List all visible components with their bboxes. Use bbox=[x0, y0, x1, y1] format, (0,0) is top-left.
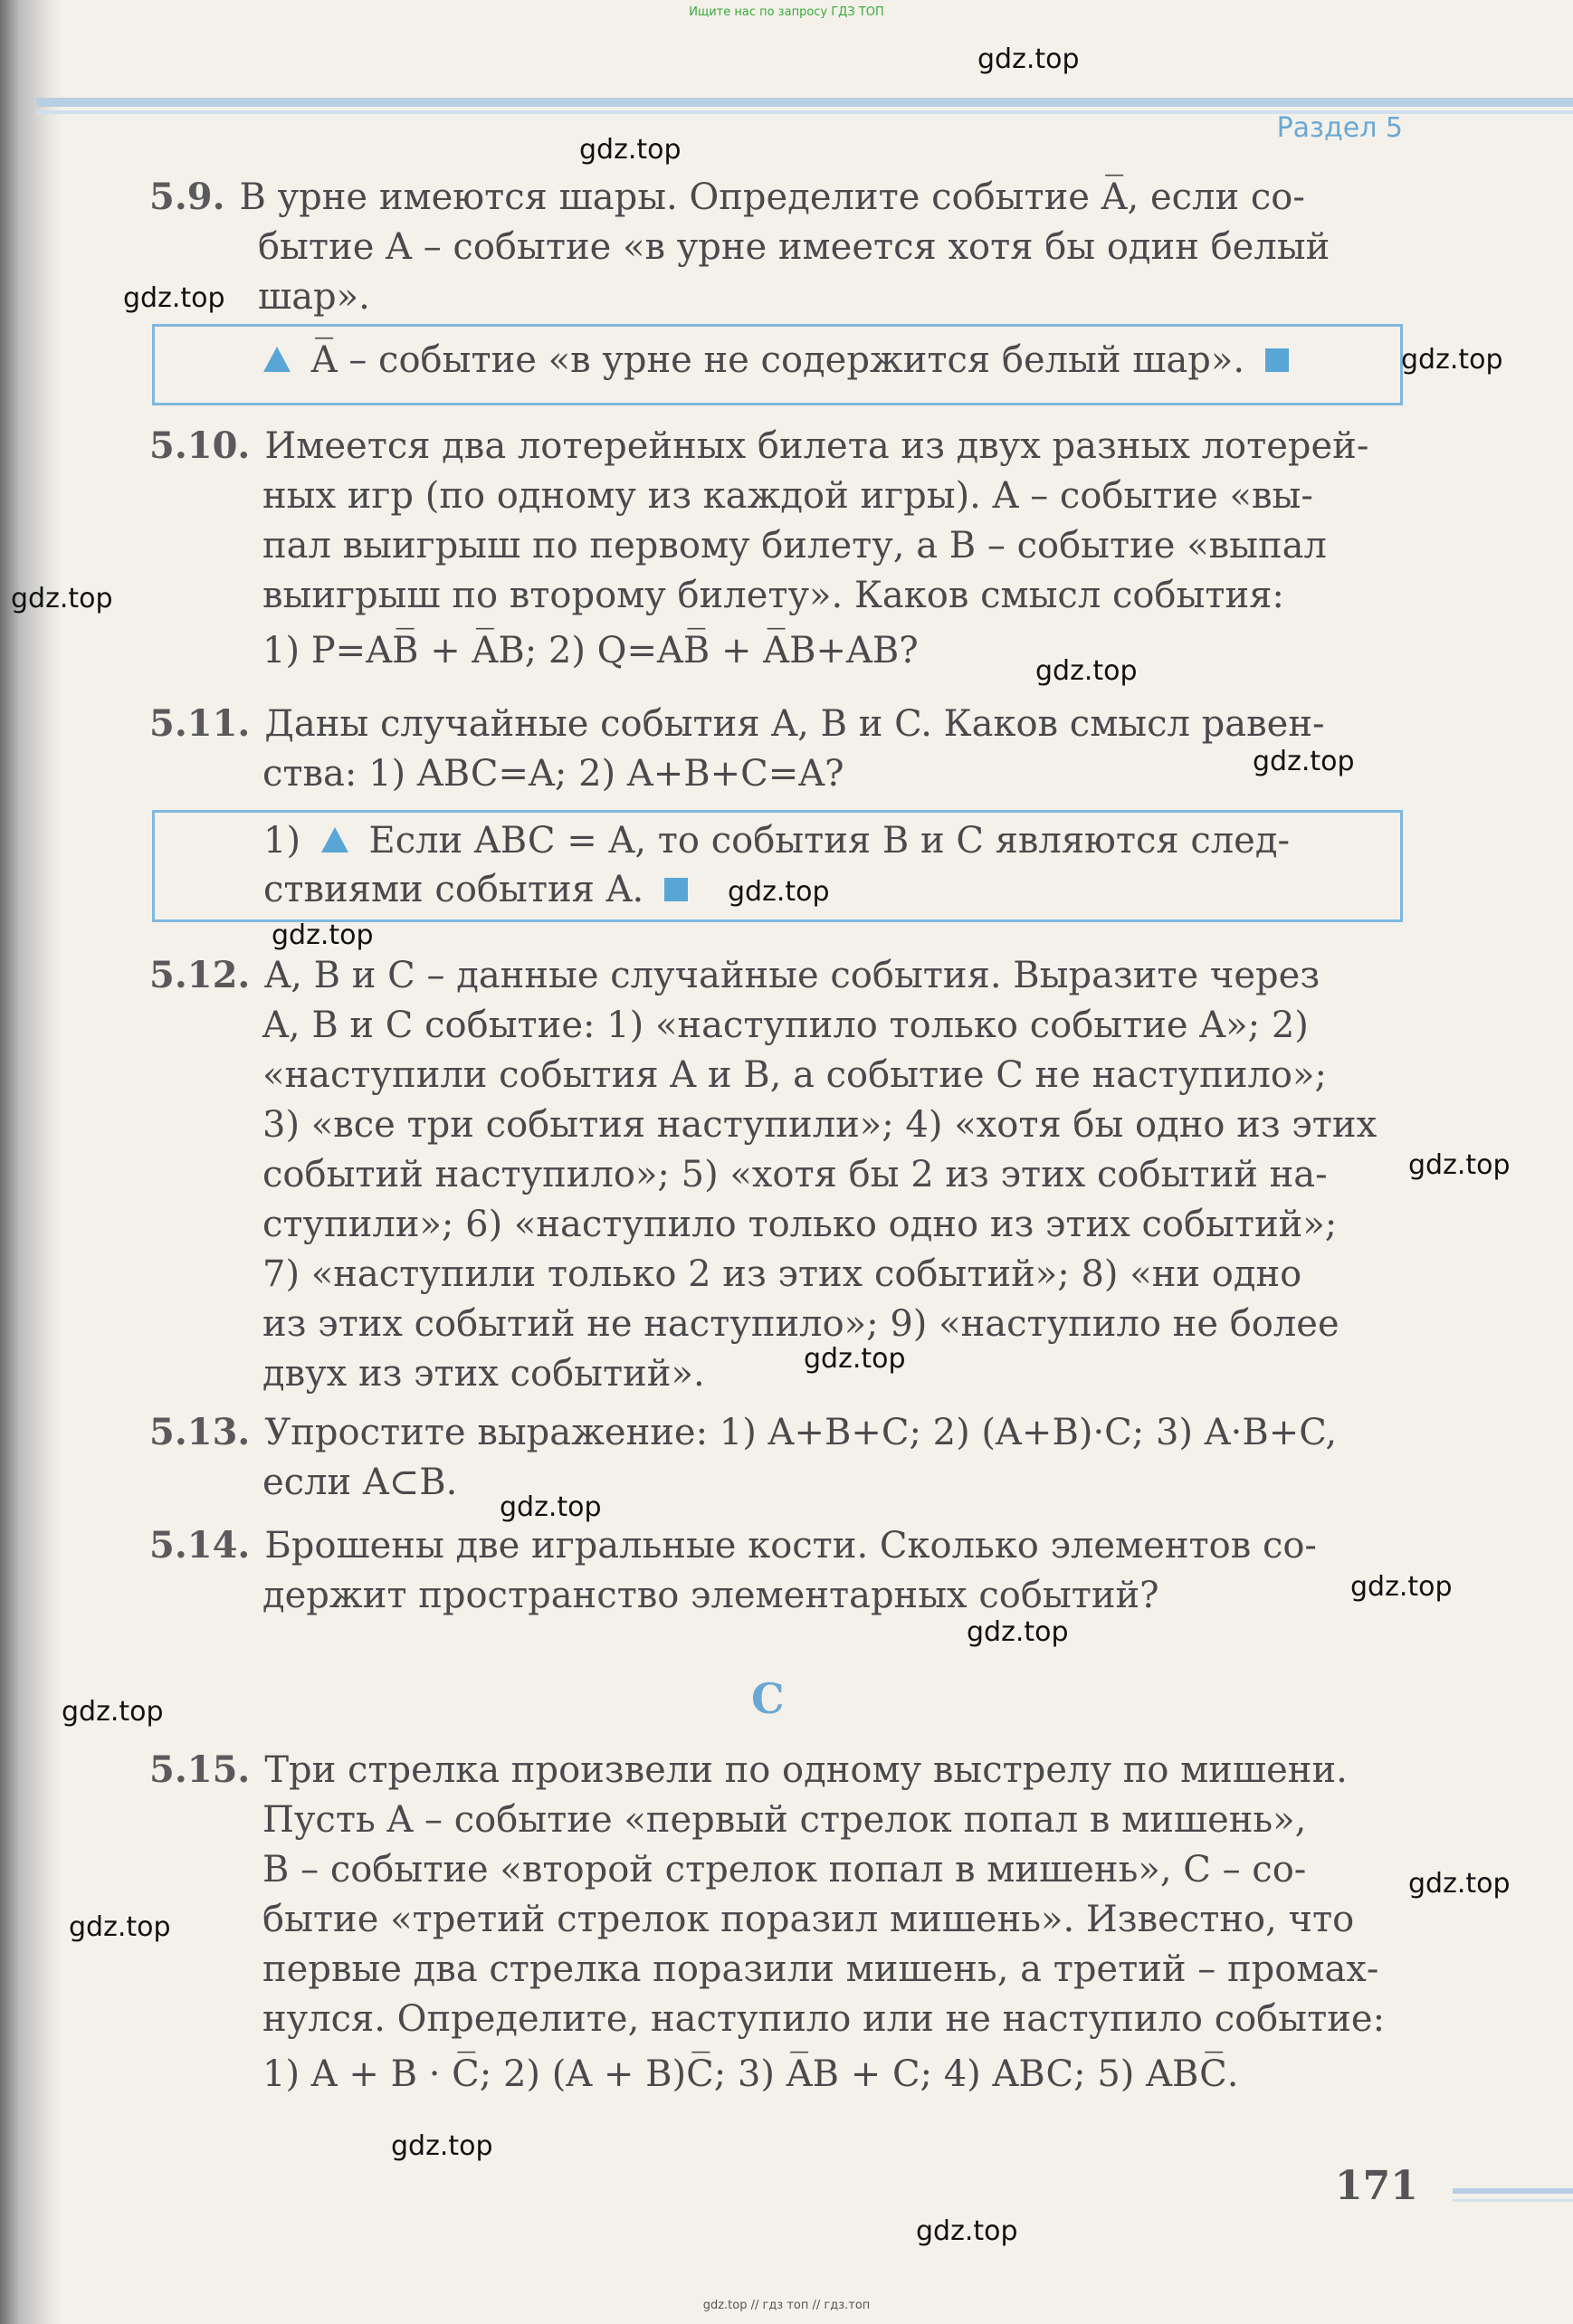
problem-line: ступили»; 6) «наступило только одно из этих событий»; bbox=[262, 1204, 1338, 1245]
problem-line: событий наступило»; 5) «хотя бы 2 из этих событий на- bbox=[262, 1154, 1328, 1195]
problem-line: Даны случайные события A, B и C. Каков смысл равен- bbox=[264, 703, 1325, 745]
problem-line: A, B и C событие: 1) «наступило только событие A»; 2) bbox=[262, 1005, 1309, 1046]
problem-line: выигрыш по второму билету». Каков смысл события: bbox=[262, 575, 1284, 616]
problem-5-12 bbox=[149, 950, 1412, 1399]
answer-line bbox=[263, 865, 697, 915]
problem-5-15 bbox=[149, 1745, 1412, 2100]
watermark: gdz.top bbox=[123, 282, 225, 314]
watermark: gdz.top bbox=[1350, 1571, 1453, 1603]
footer-rule-thin bbox=[1453, 2199, 1573, 2202]
problem-line: A, B и C – данные случайные события. Выразите через bbox=[264, 955, 1320, 996]
answer-text: ствиями события A. bbox=[263, 869, 644, 910]
problem-number: 5.9. bbox=[149, 176, 225, 218]
problem-line: шар». bbox=[258, 276, 370, 318]
bottom-note: gdz.top // гдз топ // гдз.топ bbox=[702, 2299, 871, 2312]
problem-line: ства: 1) ABC=A; 2) A+B+C=A? bbox=[262, 753, 844, 795]
watermark: gdz.top bbox=[977, 43, 1080, 75]
problem-line: бытие A – событие «в урне имеется хотя бы один белый bbox=[258, 226, 1330, 268]
problem-line: держит пространство элементарных событий? bbox=[262, 1575, 1159, 1616]
watermark: gdz.top bbox=[11, 583, 113, 614]
problem-line: «наступили события A и B, а событие C не наступило»; bbox=[262, 1054, 1327, 1096]
problem-line: 1) P=AB̅ + A̅B; 2) Q=AB̅ + A̅B+AB? bbox=[262, 630, 919, 671]
problem-line: первые два стрелка поразили мишень, а третий – промах- bbox=[262, 1948, 1379, 1990]
answer-box-5-9 bbox=[152, 324, 1403, 405]
footer-rule bbox=[1453, 2188, 1573, 2194]
end-square-icon bbox=[1265, 348, 1289, 372]
watermark: gdz.top bbox=[1408, 1868, 1511, 1900]
watermark: gdz.top bbox=[1035, 655, 1138, 687]
answer-text: A̅ – событие «в урне не содержится белый шар». bbox=[310, 339, 1245, 381]
problem-line: ных игр (по одному из каждой игры). A – событие «вы- bbox=[262, 475, 1313, 517]
problem-number: 5.15. bbox=[149, 1748, 251, 1791]
watermark: gdz.top bbox=[1401, 344, 1503, 376]
answer-text: Если ABC = A, то события B и C являются след- bbox=[368, 820, 1290, 862]
watermark: gdz.top bbox=[1408, 1149, 1511, 1181]
problem-line: 3) «все три события наступили»; 4) «хотя бы одно из этих bbox=[262, 1104, 1378, 1146]
watermark: gdz.top bbox=[500, 1491, 602, 1523]
problem-5-9 bbox=[149, 172, 1412, 322]
problem-line: B – событие «второй стрелок попал в мишень», C – со- bbox=[262, 1849, 1307, 1891]
watermark: gdz.top bbox=[391, 2130, 493, 2162]
problem-line: 1) A + B · C̅; 2) (A + B)C̅; 3) A̅B + C; 4) ABC; 5) ABC̅. bbox=[262, 2053, 1239, 2095]
problem-line: Упростите выражение: 1) A+B+C; 2) (A+B)·C; 3) A·B+C, bbox=[264, 1412, 1338, 1453]
problem-number: 5.10. bbox=[149, 424, 251, 467]
problem-line: 7) «наступили только 2 из этих событий»; 8) «ни одно bbox=[262, 1253, 1302, 1295]
problem-number: 5.13. bbox=[149, 1411, 251, 1453]
watermark: gdz.top bbox=[579, 134, 682, 166]
problem-5-10 bbox=[149, 421, 1412, 676]
problem-line: бытие «третий стрелок поразил мишень». Известно, что bbox=[262, 1899, 1355, 1940]
section-c-heading: C bbox=[751, 1674, 785, 1723]
answer-line bbox=[254, 336, 1298, 386]
start-triangle-icon bbox=[263, 347, 291, 372]
problem-line: нулся. Определите, наступило или не наступило событие: bbox=[262, 1998, 1386, 2040]
end-square-icon bbox=[664, 878, 688, 901]
problem-line: из этих событий не наступило»; 9) «наступило не более bbox=[262, 1303, 1339, 1345]
watermark: gdz.top bbox=[967, 1616, 1069, 1648]
problem-line: Пусть A – событие «первый стрелок попал в мишень», bbox=[262, 1799, 1307, 1841]
page-number: 171 bbox=[1335, 2163, 1418, 2209]
problem-line: пал выигрыш по первому билету, а B – событие «выпал bbox=[262, 525, 1327, 567]
answer-prefix: 1) bbox=[263, 820, 301, 862]
watermark: gdz.top bbox=[728, 876, 830, 908]
problem-number: 5.12. bbox=[149, 954, 251, 996]
problem-line: если A⊂B. bbox=[262, 1462, 458, 1503]
watermark: gdz.top bbox=[1253, 746, 1355, 777]
watermark: gdz.top bbox=[916, 2215, 1018, 2247]
start-triangle-icon bbox=[321, 827, 348, 852]
answer-line bbox=[263, 816, 1290, 866]
problem-line: Брошены две игральные кости. Сколько элементов со- bbox=[264, 1525, 1317, 1567]
problem-5-11 bbox=[149, 699, 1412, 799]
book-spine-shadow bbox=[0, 0, 63, 2324]
watermark: gdz.top bbox=[62, 1696, 164, 1728]
problem-line: Три стрелка произвели по одному выстрелу по мишени. bbox=[264, 1749, 1348, 1791]
problem-number: 5.14. bbox=[149, 1524, 251, 1567]
watermark: gdz.top bbox=[69, 1911, 171, 1943]
problem-line: Имеется два лотерейных билета из двух разных лотерей- bbox=[264, 425, 1369, 467]
section-label: Раздел 5 bbox=[1276, 112, 1403, 144]
header-rule bbox=[36, 98, 1573, 107]
problem-number: 5.11. bbox=[149, 702, 251, 745]
problem-line: двух из этих событий». bbox=[262, 1353, 705, 1395]
problem-line: В урне имеются шары. Определите событие A̅, если со- bbox=[239, 176, 1305, 218]
watermark: gdz.top bbox=[272, 919, 374, 951]
problem-5-14 bbox=[149, 1520, 1412, 1621]
problem-5-13 bbox=[149, 1407, 1412, 1508]
top-note: Ищите нас по запросу ГДЗ ТОП bbox=[689, 5, 884, 19]
watermark: gdz.top bbox=[804, 1343, 906, 1375]
